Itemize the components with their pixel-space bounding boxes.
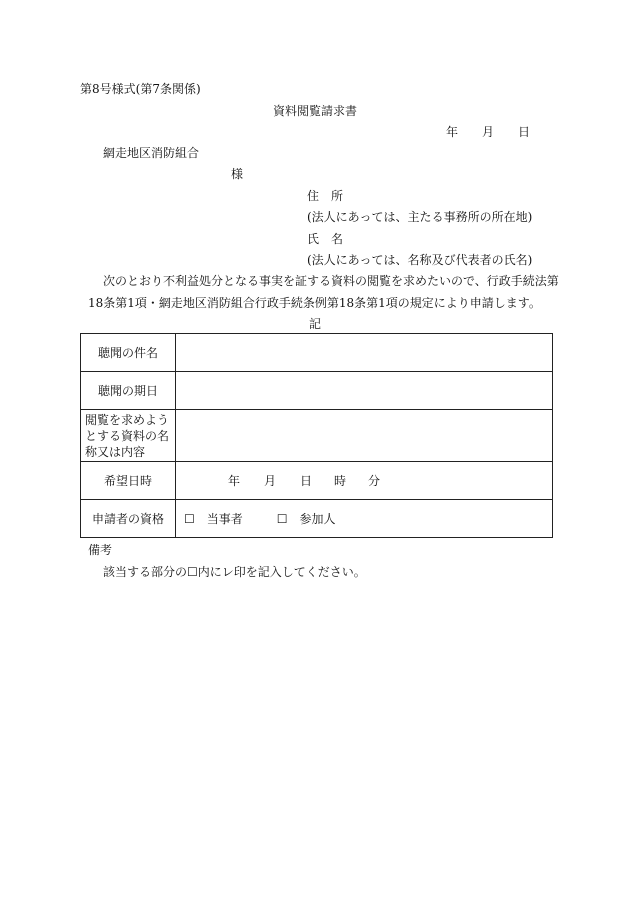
- ki-heading: 記: [308, 317, 321, 331]
- request-body-line-2: 18条第1項・網走地区消防組合行政手続条例第18条第1項の規定により申請します。: [88, 296, 541, 310]
- qualification-options: [176, 500, 553, 538]
- hearing-date-field[interactable]: [176, 372, 553, 410]
- table-row: [81, 462, 553, 500]
- qualification-label: 申請者の資格: [81, 500, 176, 538]
- date-line: [446, 124, 530, 140]
- document-title: 資料閲覧請求書: [272, 104, 357, 118]
- address-note: (法人にあっては、主たる事務所の所在地): [307, 210, 533, 224]
- datetime-day-unit: 日: [300, 473, 313, 488]
- request-items-table: [80, 333, 553, 538]
- party-option-label: 当事者: [206, 511, 243, 526]
- form-number-label: 第8号様式(第7条関係): [80, 82, 201, 96]
- remarks-title: 備考: [88, 543, 113, 557]
- material-label: [81, 410, 176, 462]
- address-label: 住 所: [307, 189, 344, 203]
- material-field[interactable]: [176, 410, 553, 462]
- hearing-subject-label: 聴聞の件名: [81, 334, 176, 372]
- desired-datetime-label: 希望日時: [81, 462, 176, 500]
- desired-datetime-field[interactable]: [176, 462, 553, 500]
- date-day-label: 日: [518, 125, 531, 139]
- material-label-line-3: 称又は内容: [85, 444, 146, 459]
- table-row: [81, 334, 553, 372]
- material-label-line-2: とする資料の名: [85, 428, 170, 443]
- table-row: [81, 500, 553, 538]
- addressee-honorific: 様: [231, 167, 244, 181]
- participant-option-label: 参加人: [299, 511, 336, 526]
- table-row: [81, 372, 553, 410]
- addressee-name: 網走地区消防組合: [103, 146, 200, 160]
- name-note: (法人にあっては、名称及び代表者の氏名): [307, 253, 533, 267]
- request-body-line-1: 次のとおり不利益処分となる事実を証する資料の閲覧を求めたいので、行政手続法第: [103, 274, 559, 288]
- date-year-label: 年: [446, 125, 459, 139]
- datetime-minute-unit: 分: [368, 473, 381, 488]
- datetime-year-unit: 年: [228, 473, 241, 488]
- table-row: [81, 410, 553, 462]
- datetime-hour-unit: 時: [334, 473, 347, 488]
- name-label: 氏 名: [307, 232, 344, 246]
- datetime-month-unit: 月: [264, 473, 277, 488]
- party-checkbox[interactable]: ☐: [184, 511, 195, 526]
- material-label-line-1: 閲覧を求めよう: [85, 412, 170, 427]
- hearing-subject-field[interactable]: [176, 334, 553, 372]
- hearing-date-label: 聴聞の期日: [81, 372, 176, 410]
- remarks-text: 該当する部分の☐内にレ印を記入してください。: [103, 565, 366, 579]
- date-month-label: 月: [482, 125, 495, 139]
- participant-checkbox[interactable]: ☐: [276, 511, 288, 526]
